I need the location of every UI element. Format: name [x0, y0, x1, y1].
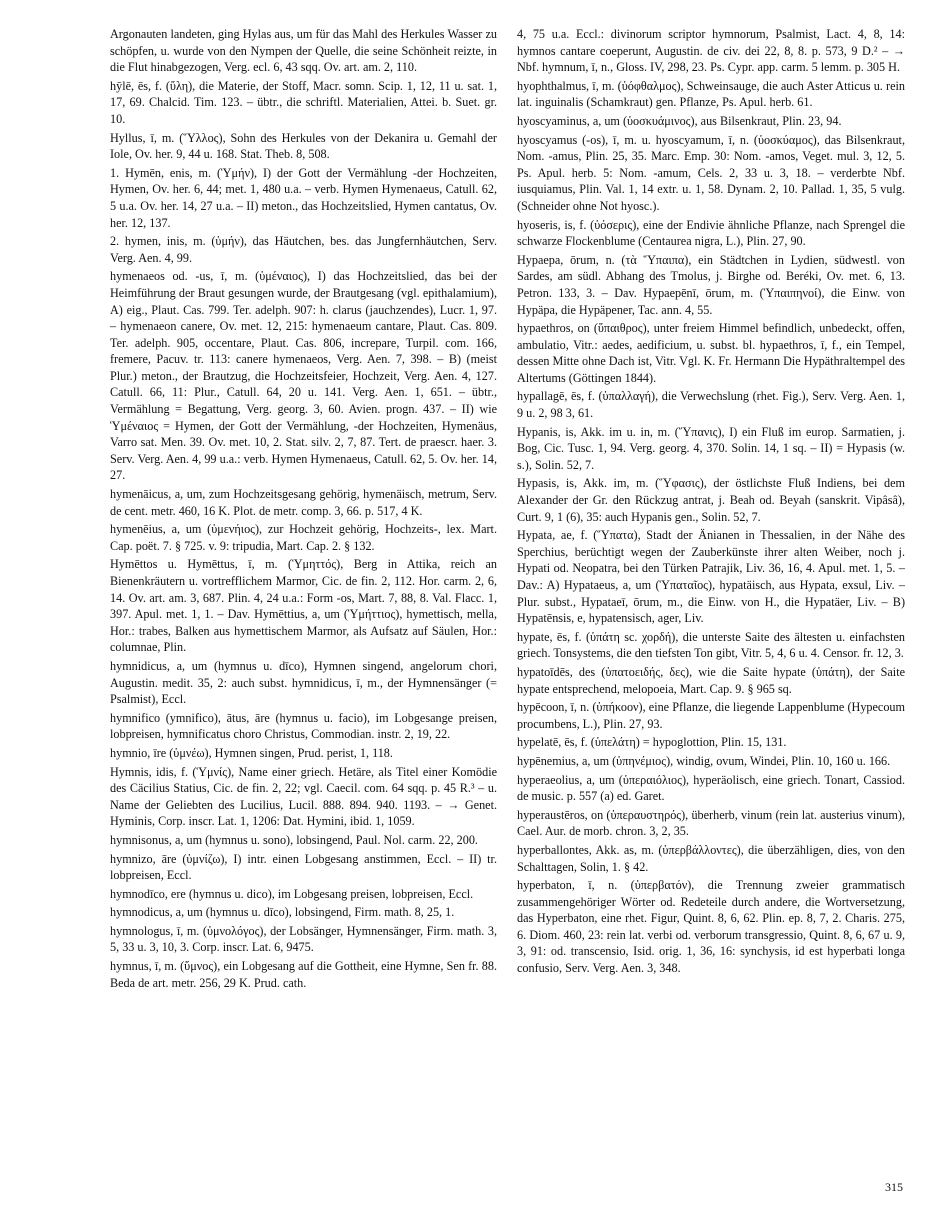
dictionary-entry: hymnizo, āre (ὑμνίζω), I) intr. einen Lobgesang anstimmen, Eccl. – II) tr. lobpreisen, Eccl. [110, 851, 497, 883]
dictionary-entry: hymenaeos od. -us, ī, m. (ὑμέναιος), I) das Hochzeitslied, das bei der Heimführung der Braut gesungen wurde, der Brautgesang (vgl. epithalamium), A) eig., Plaut. Cas. 799. Ter. adelph. 907: h. clarus (jauchzendes), Lucr. 1, 97. – hymenaeon canere, Ov. met. 12, 215: hymenaeum cantare, Plaut. Cas. 809. Ter. adelph. 905, occentare, Plaut. Cas. 806, increpare, Turpil. com. 166, fremere, Pacuv. tr. 113: canere hymenaeos, Verg. Aen. 7, 398. – B) (meist Plur.) meton., der Brautzug, die Hochzeitsfeier, Hochzeit, Verg. Aen. 4, 127. Catull. 66, 11: Plur., Catull. 64, 20 u. 141. Verg. Aen. 1, 651. – übtr., Vermählung = Begattung, Verg. georg. 3, 60. Avien. progn. 437. – II) wie Ὑμέναιος = Hymen, der Gott der Vermählung, -der Hochzeiten, Hymenäus, Varro sat. Men. 39. Ov. met. 10, 2. Stat. silv. 2, 7, 87. Tert. de praescr. haer. 3. Serv. Verg. Aen. 4, 99 u.a.: verb. Hymen Hymenaeus, Catull. 62, 5. Ov. her. 14, 27. [110, 269, 497, 483]
dictionary-entry: Hyllus, ī, m. (Ὕλλος), Sohn des Herkules von der Dekanira u. Gemahl der Iole, Ov. her. 9, 44 u. 168. Stat. Theb. 8, 508. [110, 130, 497, 162]
dictionary-entry: Hypata, ae, f. (Ὕπατα), Stadt der Änianen in Thessalien, in der Nähe des Sperchius, berüchtigt wegen der Zauberkünste ihrer alten Weiber, noch j. Hypati od. Neopatra, bei den Türken Patrajik, Liv. 36, 16, 4. Apul. met. 1, 5. – Dav.: A) Hypataeus, a, um (Ὑπαταῖος), hypatäisch, aus Hypata, exsul, Liv. – Plur. subst., Hypataeī, ōrum, m., die Einw. von H., die Hypatäer, Liv. – B) Hypatēnsis, e, hypatensisch, ager, Liv. [517, 528, 905, 626]
dictionary-entry: hyoseris, is, f. (ὑόσερις), eine der Endivie ähnliche Pflanze, nach Sprengel die schwarze Flockenblume (Centaurea nigra, L.), Plin. 27, 90. [517, 217, 905, 249]
left-column [110, 26, 497, 993]
dictionary-entry: hyperaustēros, on (ὑπεραυστηρός), überherb, vinum (rein lat. austerius vinum), Cael. Aur. de morb. chron. 3, 2, 35. [517, 807, 905, 839]
dictionary-entry: hyperballontes, Akk. as, m. (ὑπερβάλλοντες), die überzähligen, dies, von den Schalttagen, Solin, 1. § 42. [517, 842, 905, 874]
dictionary-entry: hymnio, īre (ὑμνέω), Hymnen singen, Prud. perist, 1, 118. [110, 745, 393, 760]
dictionary-entry: Hymnis, idis, f. (Ὑμνίς), Name einer griech. Hetäre, als Titel einer Komödie des Cäcilius Statius, Cic. de fin. 2, 22; vgl. Caecil. com. 64 sqq. p. 45 R.³ – u. Name der Geliebten des Lucilius, Lucil. 888. 894. 940. 1193. – → Genet. Hyminis, Corp. inscr. Lat. 1, 1206: Dat. Hymini, ibid. 1, 1059. [110, 764, 497, 829]
dictionary-entry: hymnisonus, a, um (hymnus u. sono), lobsingend, Paul. Nol. carm. 22, 200. [110, 832, 478, 847]
dictionary-entry: hypallagē, ēs, f. (ὑπαλλαγή), die Verwechslung (rhet. Fig.), Serv. Verg. Aen. 1, 9 u. 2, 98 3, 61. [517, 389, 905, 421]
dictionary-entry: hymenēius, a, um (ὑμενήιος), zur Hochzeit gehörig, Hochzeits-, lex. Mart. Cap. poët. 7. § 725. v. 9: tripudia, Mart. Cap. 2. § 132. [110, 522, 497, 553]
dictionary-entry: hypatoīdēs, des (ὑπατοειδής, δες), wie die Saite hypate (ὑπάτη), der Saite hypate entsprechend, melopoeia, Mart. Cap. 9. § 965 sq. [517, 664, 905, 696]
dictionary-entry: Hypaepa, ōrum, n. (τὰ Ὕπαιπα), ein Städtchen in Lydien, südwestl. von Sardes, am südl. Abhang des Tmolus, j. Birghe od. Beréki, Ov. met. 6, 13. Petron. 133, 3. – Dav. Hypaepēnī, ōrum, m. (Ὑπαιπηνοί), die Einw. von Hypäpa, die Hypäpener, Tac. ann. 4, 55. [517, 252, 905, 317]
dictionary-entry: hȳlē, ēs, f. (ὕλη), die Materie, der Stoff, Macr. somn. Scip. 1, 12, 11 u. sat. 1, 17, 69. Chalcid. Tim. 123. – übtr., die schriftl. Materialien, Attei. b. Suet. gr. 10. [110, 78, 497, 126]
dictionary-entry: hypēnemius, a, um (ὑπηνέμιος), windig, ovum, Windei, Plin. 10, 160 u. 166. [517, 753, 891, 768]
dictionary-entry: 1. Hymēn, enis, m. (Ὑμήν), I) der Gott der Vermählung -der Hochzeiten, Hymen, Ov. her. 6, 44; met. 1, 480 u.a. – verb. Hymen Hymenaeus, Catull. 62, 5 u.a. Ov. her. 14, 27 u.a. – II) meton., das Hochzeitslied, Hymen cantatus, Ov. her. 12, 137. [110, 165, 497, 230]
dictionary-entry: hyperaeolius, a, um (ὑπεραιόλιος), hyperäolisch, eine griech. Tonart, Cassiod. de music. p. 557 (a) ed. Garet. [517, 772, 905, 804]
dictionary-entry: hymnodīco, ere (hymnus u. dico), im Lobgesang preisen, lobpreisen, Eccl. [110, 886, 474, 901]
dictionary-entry: hyoscyaminus, a, um (ὑοσκυάμινος), aus Bilsenkraut, Plin. 23, 94. [517, 113, 842, 128]
dictionary-entry: hyperbaton, ī, n. (ὑπερβατόν), die Trennung zweier grammatisch zusammengehöriger Wörter od. Redeteile durch andere, die Wortversetzung, das Hyperbaton, eine rhet. Figur, Quint. 8, 6, 62. Plin. ep. 8, 7, 2. Charis. 275, 6. Diom. 460, 23: rein lat. verbi od. verborum transgressio, Quint. 8, 6, 67 u. 9, 3, 91: od. transcensio, Isid. orig. 1, 36, 16: synchysis, id est hyperbati longa confusio, Serv. Verg. Aen. 3, 348. [517, 878, 905, 976]
dictionary-entry: hypelatē, ēs, f. (ὑπελάτη) = hypoglottion, Plin. 15, 131. [517, 735, 787, 750]
page-number: 315 [885, 1180, 903, 1194]
right-column [517, 26, 905, 979]
dictionary-entry: Hymēttos u. Hymēttus, ī, m. (Ὑμηττός), Berg in Attika, reich an Bienenkräutern u. vortrefflichem Marmor, Cic. de fin. 2, 112. Hor. carm. 2, 6, 14. Ov. art. am. 3, 687. Plin. 4, 24 u.a.: Form -os, Mart. 7, 88, 8. Val. Flacc. 1, 397. Apul. met. 1, 1. – Dav. Hymēttius, a, um (Ὑμήττιος), hymettisch, mella, Hor.: trabes, Balken aus hymettischem Marmor, als Aufsatz auf Säulen, Hor.: columnae, Plin. [110, 557, 497, 655]
dictionary-entry: Argonauten landeten, ging Hylas aus, um für das Mahl des Herkules Wasser zu schöpfen, u. wurde von den Nympen der Quelle, die seine Schönheit reizte, in die Flut hinabgezogen, Verg. ecl. 6, 43 sqq. Ov. art. am. 2, 110. [110, 27, 497, 75]
dictionary-entry: hymnifico (ymnifico), ātus, āre (hymnus u. facio), im Lobgesange preisen, lobpreisen, hymnificatus choro Christus, Commodian. instr. 2, 19, 22. [110, 710, 497, 742]
dictionary-entry: Hypasis, is, Akk. im, m. (Ὕφασις), der östlichste Fluß Indiens, bei dem Alexander der Gr. den Rückzug antrat, j. Beah od. Beyah (sanskrit. Vipâsâ), Curt. 9, 1 (6), 35: auch Hypanis gen., Solin. 52, 7. [517, 476, 905, 524]
dictionary-entry: hymnologus, ī, m. (ὑμνολόγος), der Lobsänger, Hymnensänger, Firm. math. 3, 5, 33 u. 3, 10, 3. Corp. inscr. Lat. 6, 9475. [110, 923, 497, 955]
dictionary-entry: hymnus, ī, m. (ὕμνος), ein Lobgesang auf die Gottheit, eine Hymne, Sen fr. 88. Beda de art. metr. 256, 29 K. Prud. cath. [110, 959, 497, 990]
dictionary-entry: hypaethros, on (ὕπαιθρος), unter freiem Himmel befindlich, unbedeckt, offen, ambulatio, Vitr.: aedes, aedificium, u. subst. bl. hypaethros, ī, f., ein Tempel, dessen Mitte ohne Dach ist, Vitr. Vgl. K. Fr. Hermann Die Hypäthraltempel des Altertums (Göttingen 1844). [517, 321, 905, 385]
dictionary-entry: hyoscyamus (-os), ī, m. u. hyoscyamum, ī, n. (ὑοσκύαμος), das Bilsenkraut, Nom. -amus, Plin. 25, 35. Marc. Emp. 30: Nom. -amos, Veget. mul. 3, 12, 5. Ps. Apul. herb. 5: Nom. -amum, Cels. 2, 33 u. 3, 18. – verderbte Nbf. iusquiamus, Plin. Val. 1, 14 extr. u. 1, 58. Dynam. 2, 10. Pallad. 1, 35, 5 vulg. (Schneider ohne Not hyosc.). [517, 132, 905, 213]
dictionary-entry: hymenāicus, a, um, zum Hochzeitsgesang gehörig, hymenäisch, metrum, Serv. de cent. metr. 460, 16 K. Plot. de metr. comp. 3, 66. p. 517, 4 K. [110, 487, 497, 518]
dictionary-entry: hymnidicus, a, um (hymnus u. dīco), Hymnen singend, angelorum chori, Augustin. medit. 35, 2: auch subst. hymnidicus, ī, m., der Hymnensänger (= Psalmist), Eccl. [110, 658, 497, 707]
dictionary-entry: hyophthalmus, ī, m. (ὑόφθαλμος), Schweinsauge, die auch Aster Atticus u. rein lat. inguinalis (Schamkraut) gen. Pflanze, Ps. Apul. herb. 61. [517, 78, 905, 110]
dictionary-entry: hypate, ēs, f. (ὑπάτη sc. χορδή), die unterste Saite des ältesten u. einfachsten griech. Tonsystems, die den tiefsten Ton gibt, Vitr. 5, 4, 6 u. 4. Censor. fr. 12, 3. [517, 629, 905, 661]
dictionary-entry: hymnodicus, a, um (hymnus u. dīco), lobsingend, Firm. math. 8, 25, 1. [110, 905, 455, 920]
dictionary-entry: 4, 75 u.a. Eccl.: divinorum scriptor hymnorum, Psalmist, Lact. 4, 8, 14: hymnos cantare coeperunt, Augustin. de civ. dei 22, 8, 8. p. 573, 9 D.² – → Nbf. hymnum, ī, n., Gloss. IV, 298, 23. Ps. Cypr. app. carm. 5 lemm. p. 305 H. [517, 27, 905, 75]
dictionary-entry: hypēcoon, ī, n. (ὑπήκοον), eine Pflanze, die liegende Lappenblume (Hypecoum procumbens, L.), Plin. 27, 93. [517, 700, 905, 731]
dictionary-entry: Hypanis, is, Akk. im u. in, m. (Ὕπανις), I) ein Fluß im europ. Sarmatien, j. Bog, Cic. Tusc. 1, 94. Verg. georg. 4, 370. Solin. 14, 1 sq. – II) = Hypasis (w. s.), Solin. 52, 7. [517, 424, 905, 472]
dictionary-entry: 2. hymen, inis, m. (ὑμήν), das Häutchen, bes. das Jungfernhäutchen, Serv. Verg. Aen. 4, 99. [110, 234, 497, 265]
